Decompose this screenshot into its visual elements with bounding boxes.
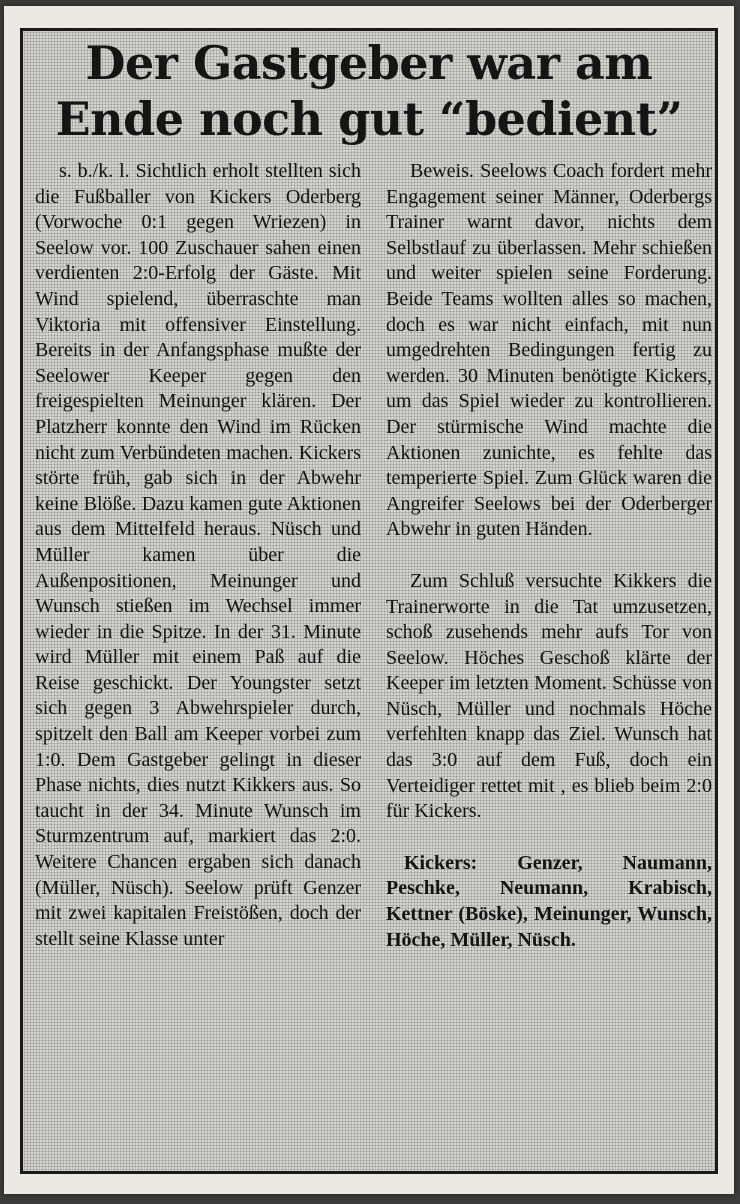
article-paragraph: Beweis. Seelows Coach fordert mehr Engagement seiner Männer, Oderbergs Trainer warnt davor, nichts dem Selbstlauf zu überlassen. Mehr schießen und weiter spielen seine Forderung. Beide Teams wollten alles so machen, doch es war nicht einfach, mit nun umgedrehten Bedingungen fertig zu werden. 30 Minuten benötigte Kickers, um das Spiel wieder zu kontrollieren. Der stürmische Wind machte die Aktionen zunichte, es fehlte das temperierte Spiel. Zum Glück waren die Angreifer Seelows bei der Oderberger Abwehr in guten Händen.	[386, 160, 712, 541]
article-paragraph: Zum Schluß versuchte Kikkers die Trainerworte in die Tat umzusetzen, schoß zusehends mehr aufs Tor von Seelow. Höches Geschoß klärte der Keeper im letzten Moment. Schüsse von Nüsch, Müller und nochmals Höche verfehlten knapp das Ziel. Wunsch hat das 3:0 auf dem Fuß, doch ein Verteidiger rettet mit , es blieb beim 2:0 für Kickers.	[386, 569, 712, 823]
newspaper-clipping	[4, 6, 734, 1194]
article-column-right	[386, 159, 712, 953]
article-paragraph: s. b./k. l. Sichtlich erholt stellten sich die Fußballer von Kickers Oderberg (Vorwoche 0:1 gegen Wriezen) in Seelow vor. 100 Zuschauer sahen einen verdienten 2:0-Erfolg der Gäste. Mit Wind spielend, überraschte man Viktoria mit offensiver Einstellung. Bereits in der Anfangsphase mußte der Seelower Keeper gegen den freigespielten Meinunger klären. Der Platzherr konnte den Wind im Rücken nicht zum Verbündeten machen. Kickers störte früh, gab sich in der Abwehr keine Blöße. Dazu kamen gute Aktionen aus dem Mittelfeld heraus. Nüsch und Müller kamen über die Außenpositionen, Meinunger und Wunsch stießen im Wechsel immer wieder in die Spitze. In der 31. Minute wird Müller mit einem Paß auf die Reise geschickt. Der Youngster setzt sich gegen 3 Abwehrspieler durch, spitzelt den Ball am Keeper vorbei zum 1:0. Dem Gastgeber gelingt in dieser Phase nichts, dies nutzt Kikkers aus. So taucht in der 34. Minute Wunsch im Sturmzentrum auf, markiert das 2:0. Weitere Chancen ergaben sich danach (Müller, Nüsch). Seelow prüft Genzer mit zwei kapitalen Freistößen, doch der stellt seine Klasse unter	[35, 160, 361, 950]
headline	[33, 35, 705, 147]
team-lineup: Kickers: Genzer, Naumann, Peschke, Neumann, Krabisch, Kettner (Böske), Meinunger, Wunsch, Höche, Müller, Nüsch.	[386, 851, 712, 951]
article-box	[20, 28, 718, 1174]
headline-line-2: Ende noch gut “bedient”	[55, 92, 683, 146]
article-column-left	[35, 159, 361, 952]
headline-line-1: Der Gastgeber war am	[85, 36, 653, 90]
